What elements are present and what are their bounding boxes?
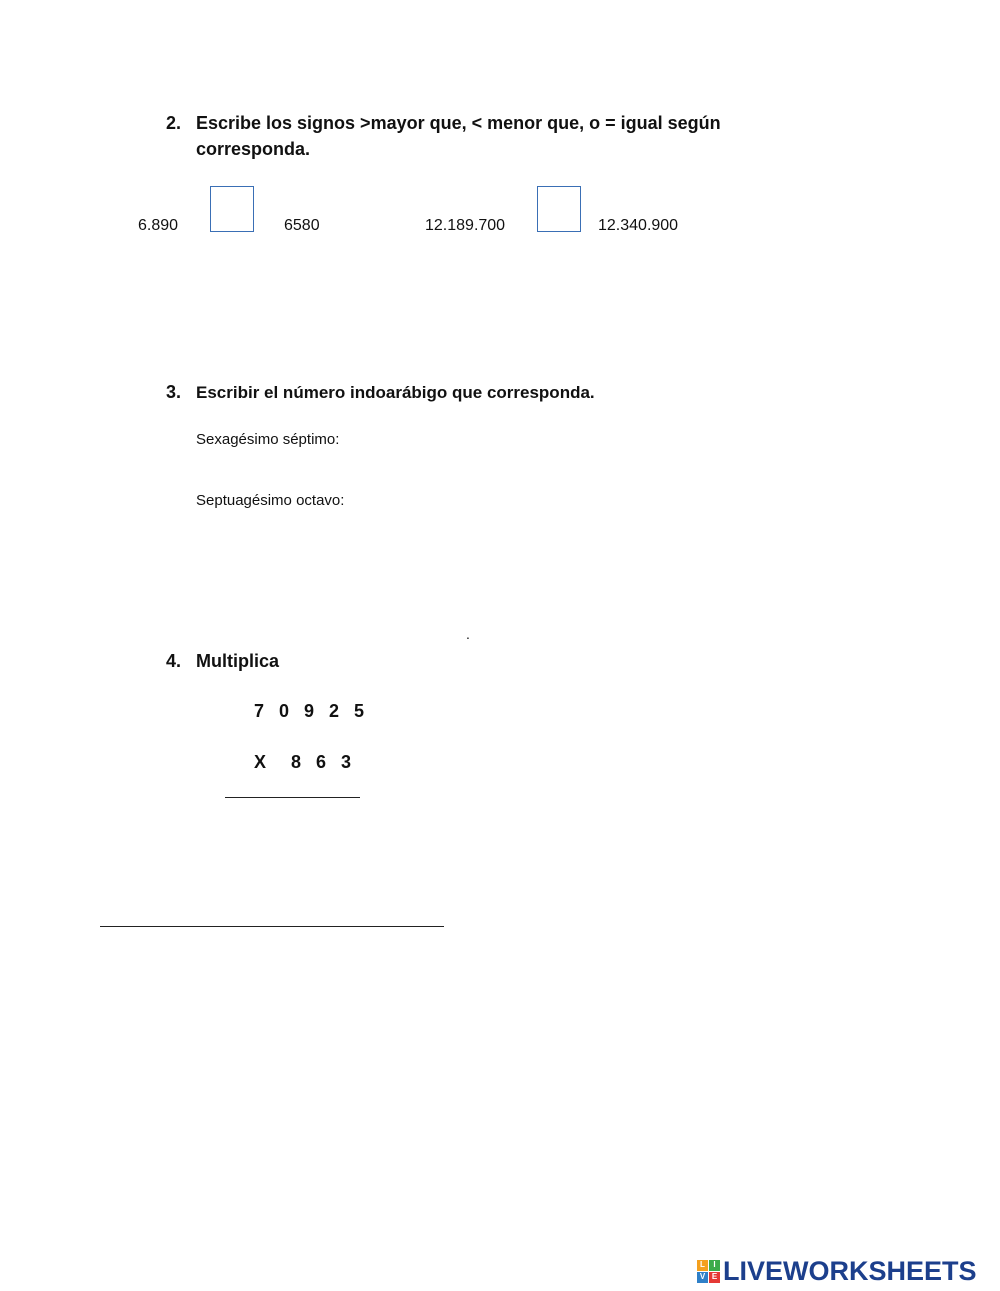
- logo-block-l: L: [697, 1260, 708, 1271]
- q4-product-line: [225, 797, 360, 798]
- q2-pair1-answer-box[interactable]: [210, 186, 254, 232]
- logo-block-e: E: [709, 1272, 720, 1283]
- q2-pair2-right: 12.340.900: [598, 217, 679, 234]
- liveworksheets-logo: [697, 1256, 977, 1286]
- q4-sum-line: [100, 926, 444, 927]
- q3-item-2: Septuagésimo octavo:: [196, 492, 345, 509]
- q2-pair1-right: 6580: [284, 217, 320, 234]
- q2-pair1-left: 6.890: [138, 217, 179, 234]
- q4-number: 4.: [166, 651, 182, 671]
- q4-multiplicand: 7 0 9 2 5: [254, 701, 370, 721]
- logo-blocks-icon: [697, 1260, 720, 1283]
- q2-pair2-answer-box[interactable]: [537, 186, 581, 232]
- q3-number: 3.: [166, 382, 182, 402]
- q2-pair2-left: 12.189.700: [425, 217, 506, 234]
- q4-instruction: Multiplica: [196, 651, 280, 671]
- stray-dot: .: [466, 626, 470, 642]
- logo-text: LIVEWORKSHEETS: [723, 1255, 977, 1286]
- q4-multiplier: X 8 6 3: [254, 752, 357, 772]
- logo-block-i: I: [709, 1260, 720, 1271]
- logo-block-v: V: [697, 1272, 708, 1283]
- q2-number: 2.: [166, 113, 182, 133]
- q3-instruction: Escribir el número indoarábigo que corresponda.: [196, 383, 595, 402]
- q3-item-1: Sexagésimo séptimo:: [196, 431, 340, 448]
- q2-instruction: Escribe los signos >mayor que, < menor que, o = igual según corresponda.: [196, 113, 721, 159]
